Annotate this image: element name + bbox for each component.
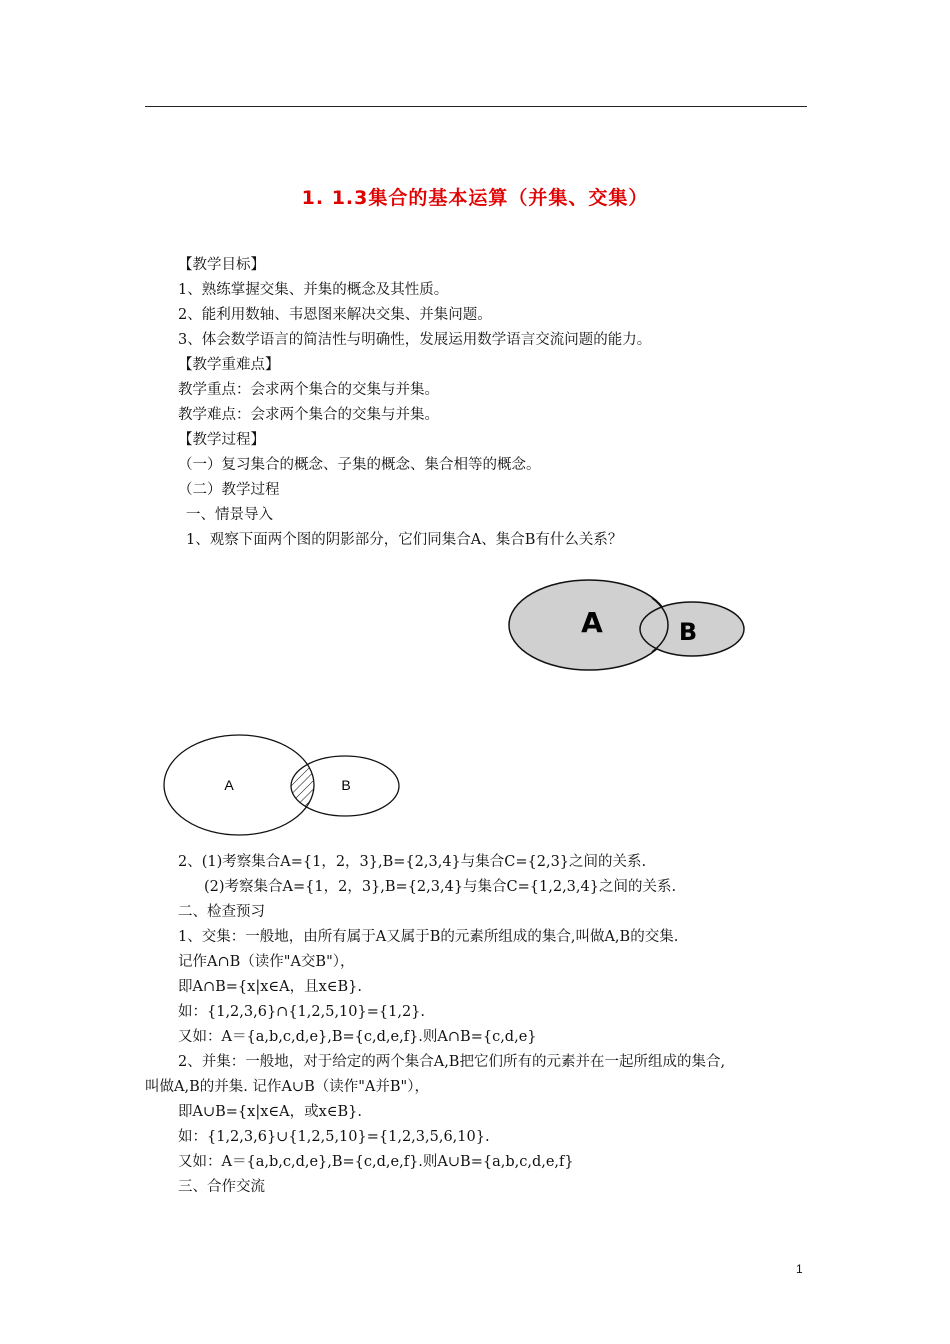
section-heading-keypoints: 【教学重难点】 [178, 357, 280, 373]
intersection-definition: 1、交集：一般地，由所有属于A又属于B的元素所组成的集合,叫做A,B的交集. [178, 929, 679, 945]
subsection-intro: 一、情景导入 [186, 507, 273, 523]
intersection-example-1: 如：{1,2,3,6}∩{1,2,5,10}={1,2}. [178, 1004, 426, 1020]
process-teaching: （二）教学过程 [178, 482, 280, 498]
objective-3: 3、体会数学语言的简洁性与明确性，发展运用数学语言交流问题的能力。 [178, 332, 652, 348]
venn-label-b: B [678, 618, 698, 646]
section-heading-objectives: 【教学目标】 [178, 257, 265, 273]
keypoint-focus: 教学重点：会求两个集合的交集与并集。 [178, 382, 439, 398]
objective-1: 1、熟练掌握交集、并集的概念及其性质。 [178, 282, 449, 298]
page-number: 1 [796, 1262, 803, 1276]
venn-label-b: B [341, 777, 351, 793]
section-heading-process: 【教学过程】 [178, 432, 265, 448]
intersection-notation: 记作A∩B（读作"A交B"）， [178, 954, 355, 970]
question-2-part-1: 2、(1)考察集合A={1，2，3},B={2,3,4}与集合C={2,3}之间的关系. [178, 854, 647, 870]
subsection-preview: 二、检查预习 [178, 904, 265, 920]
union-notation: 叫做A,B的并集. 记作A∪B（读作"A并B"）， [145, 1079, 429, 1095]
venn-label-a: A [224, 777, 234, 793]
keypoint-difficulty: 教学难点：会求两个集合的交集与并集。 [178, 407, 439, 423]
question-2-part-2: (2)考察集合A={1，2，3},B={2,3,4}与集合C={1,2,3,4}之间的关系. [204, 879, 677, 895]
question-1: 1、观察下面两个图的阴影部分，它们同集合A、集合B有什么关系？ [186, 532, 623, 548]
header-rule [145, 106, 807, 107]
venn-diagram-union [505, 577, 755, 677]
objective-2: 2、能利用数轴、韦恩图来解决交集、并集问题。 [178, 307, 492, 323]
process-review: （一）复习集合的概念、子集的概念、集合相等的概念。 [178, 457, 541, 473]
intersection-example-2: 又如：A＝{a,b,c,d,e},B={c,d,e,f}.则A∩B={c,d,e} [178, 1029, 537, 1045]
union-example-1: 如：{1,2,3,6}∪{1,2,5,10}={1,2,3,5,6,10}. [178, 1129, 490, 1145]
venn-label-a: A [581, 606, 603, 639]
intersection-formula: 即A∩B={x|x∈A，且x∈B}. [178, 979, 362, 995]
venn-diagram-intersection [160, 730, 405, 840]
union-definition: 2、并集：一般地，对于给定的两个集合A,B把它们所有的元素并在一起所组成的集合, [178, 1054, 726, 1070]
subsection-cooperation: 三、合作交流 [178, 1179, 265, 1195]
page-title: 1. 1.3集合的基本运算（并集、交集） [301, 187, 649, 209]
union-example-2: 又如：A＝{a,b,c,d,e},B={c,d,e,f}.则A∪B={a,b,c,d,e,f} [178, 1154, 574, 1170]
union-formula: 即A∪B={x|x∈A，或x∈B}. [178, 1104, 362, 1120]
